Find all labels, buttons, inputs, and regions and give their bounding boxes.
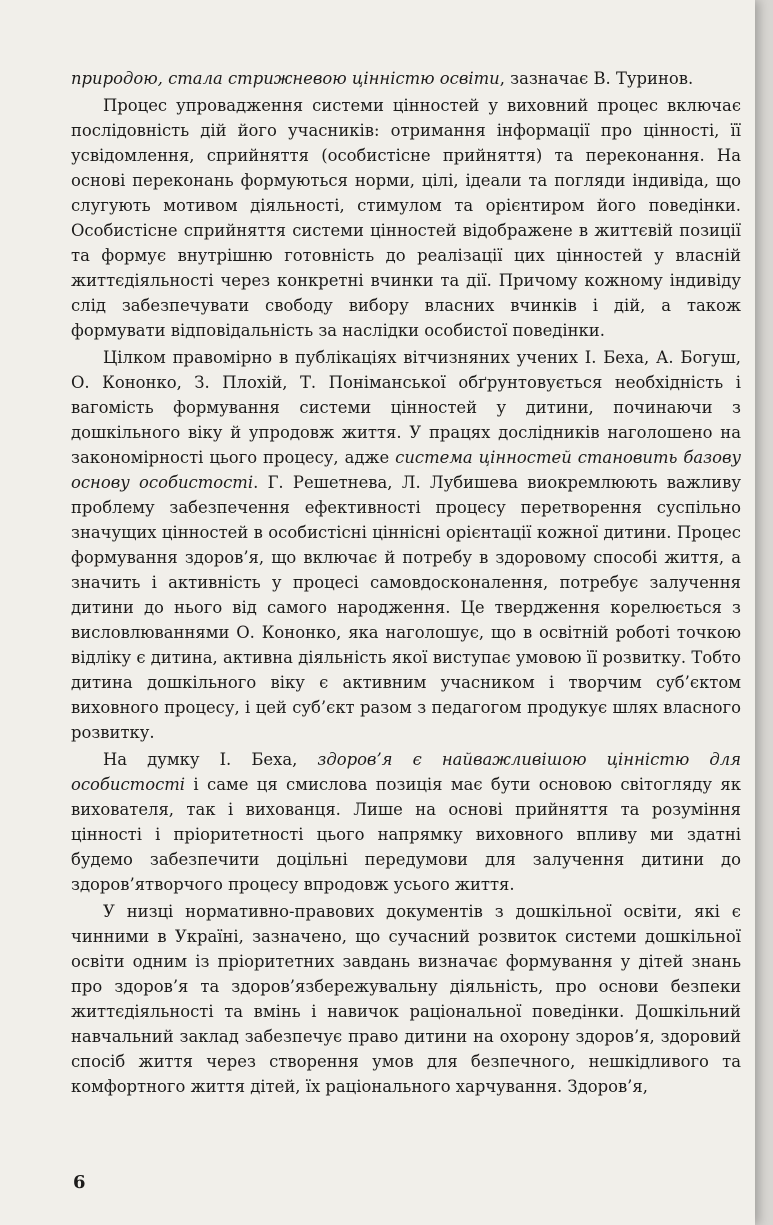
text-run: Процес упровадження системи цінностей у виховний процес включає послідовність дій його учасників: отримання інформації про цінності, її усвідомлення, сприйняття (особистісне прийняття) та переконання. На основі переконань формуються норми, цілі, ідеали та погляди індивіда, що слугують мотивом діяльності, стимулом та орієнтиром його поведінки. Особистісне сприйняття системи цінностей відображене в життєвій позиції та формує внутрішню готовність до реалізації цих цінностей у власній життєдіяльності через конкретні вчинки та дії. Причому кожному індивіду слід забезпечувати свободу вибору власних вчинків і дій, а також формувати відповідальність за наслідки особистої поведінки.: [71, 96, 741, 340]
page-number: 6: [73, 1172, 86, 1193]
text-run: Цілком правомірно в публікаціях вітчизняних учених І. Беха, А. Богуш, О. Кононко, З. Плохій, Т. Поніманської обґрунтовується необхідність і вагомість формування системи цінностей у дитини, починаючи з дошкільного віку й упродовж життя. У працях дослідників наголошено на закономірності цього процесу, адже: [71, 348, 741, 467]
page-body-text: [71, 66, 741, 1099]
paragraph-3: [71, 345, 741, 745]
paragraph-4: [71, 747, 741, 897]
text-run: і саме ця смислова позиція має бути основою світогляду як вихователя, так і вихованця. Лише на основі прийняття та розуміння цінності і пріоритетності цього напрямку виховного впливу ми здатні будемо забезпечити доцільні передумови для залучення дитини до здоров’ятворчого процесу впродовж усього життя.: [71, 775, 741, 894]
text-run: У низці нормативно-правових документів з дошкільної освіти, які є чинними в Україні, зазначено, що сучасний розвиток системи дошкільної освіти одним із пріоритетних завдань визначає формування у дітей знань про здоров’я та здоров’язбережувальну діяльність, про основи безпеки життєдіяльності та вмінь і навичок раціональної поведінки. Дошкільний навчальний заклад забезпечує право дитини на охорону здоров’я, здоровий спосіб життя через створення умов для безпечного, нешкідливого та комфортного життя дітей, їх раціонального харчування. Здоров’я,: [71, 902, 741, 1096]
text-run: . Г. Решетнева, Л. Лубишева виокремлюють важливу проблему забезпечення ефективності процесу перетворення суспільно значущих цінностей в особистісні ціннісні орієнтації кожної дитини. Процес формування здоров’я, що включає й потребу в здоровому способі життя, а значить і активність у процесі самовдосконалення, потребує залучення дитини до нього від самого народження. Це твердження корелюється з висловлюваннями О. Кононко, яка наголошує, що в освітній роботі точкою відліку є дитина, активна діяльність якої виступає умовою її розвитку. Тобто дитина дошкільного віку є активним учасником і творчим суб’єктом виховного процесу, і цей суб’єкт разом з педагогом продукує шлях власного розвитку.: [71, 473, 741, 742]
paragraph-2: [71, 93, 741, 343]
text-run: , зазначає В. Туринов.: [499, 69, 694, 88]
italic-emphasis: природою, стала стрижневою цінністю освіти: [71, 69, 500, 88]
paragraph-5: [71, 899, 741, 1099]
italic-emphasis: система цінностей становить базову основу особистості: [71, 448, 742, 492]
paragraph-1: [71, 66, 741, 91]
italic-emphasis: здоров’я є найважливішою цінністю для особистості: [71, 750, 741, 794]
text-run: На думку І. Беха,: [103, 750, 318, 769]
